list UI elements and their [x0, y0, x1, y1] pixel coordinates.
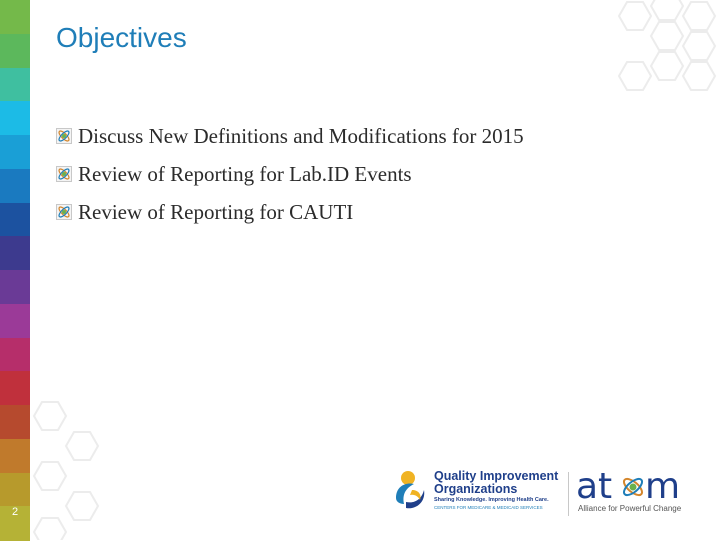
- logo-divider: [568, 472, 569, 516]
- sidebar-stripe: [0, 135, 30, 169]
- qio-name-line2: Organizations: [434, 482, 518, 496]
- atom-bullet-icon: [56, 204, 72, 220]
- sidebar-stripe: [0, 34, 30, 68]
- hexagon-pattern-bottom: [30, 398, 120, 540]
- sidebar-color-stripe: [0, 0, 30, 540]
- sidebar-stripe: [0, 101, 30, 135]
- objectives-list: [56, 117, 524, 231]
- sidebar-stripe: [0, 0, 30, 34]
- sidebar-stripe: [0, 236, 30, 270]
- bullet-text: Review of Reporting for CAUTI: [78, 199, 354, 224]
- list-item: [56, 117, 524, 155]
- qio-logo-text: [434, 470, 558, 511]
- list-item: [56, 193, 524, 231]
- sidebar-stripe: [0, 371, 30, 405]
- atom-wordmark-a: at: [576, 466, 613, 506]
- sidebar-stripe: [0, 473, 30, 507]
- sidebar-stripe: [0, 304, 30, 338]
- atom-wordmark-m: m: [645, 466, 681, 506]
- slide-number: 2: [11, 506, 19, 518]
- sidebar-stripe: [0, 270, 30, 304]
- hexagon-pattern-top: [585, 0, 720, 120]
- sidebar-stripe: [0, 439, 30, 473]
- sidebar-stripe: [0, 169, 30, 203]
- atom-bullet-icon: [56, 166, 72, 182]
- list-item: [56, 155, 524, 193]
- footer-logos: [392, 466, 698, 526]
- qio-subtag: CENTERS FOR MEDICARE & MEDICAID SERVICES: [434, 505, 543, 510]
- slide-title: Objectives: [56, 22, 187, 53]
- atom-logo: [574, 466, 694, 506]
- bullet-text: Review of Reporting for Lab.ID Events: [78, 161, 412, 186]
- qio-logo-icon: [392, 468, 432, 512]
- sidebar-stripe: [0, 338, 30, 372]
- sidebar-stripe: [0, 405, 30, 439]
- atom-tagline: Alliance for Powerful Change: [578, 504, 682, 513]
- sidebar-stripe: [0, 203, 30, 237]
- sidebar-stripe: [0, 68, 30, 102]
- qio-tagline: Sharing Knowledge. Improving Health Care.: [434, 497, 549, 503]
- qio-name-line1: Quality Improvement: [434, 469, 559, 483]
- atom-symbol-icon: [621, 476, 644, 498]
- bullet-text: Discuss New Definitions and Modifications for 2015: [78, 123, 524, 148]
- atom-bullet-icon: [56, 128, 72, 144]
